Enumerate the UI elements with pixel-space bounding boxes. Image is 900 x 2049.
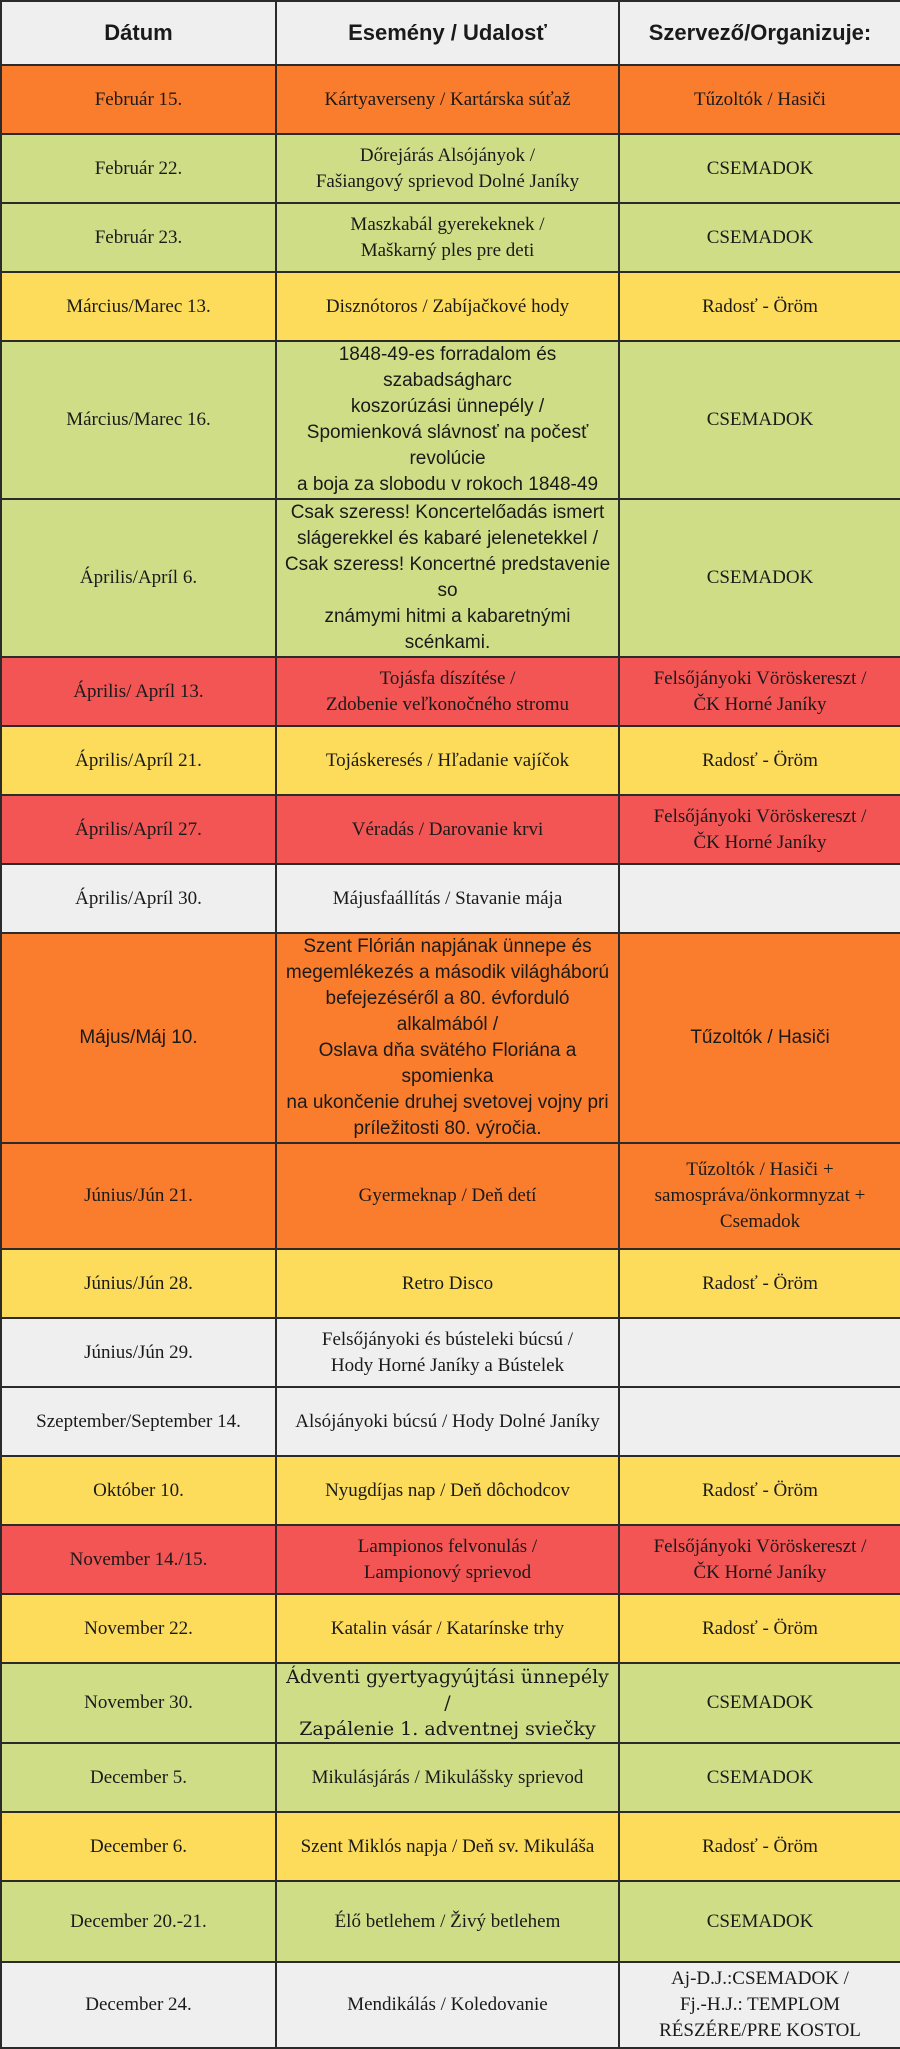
organizer-cell: CSEMADOK <box>619 341 900 499</box>
date-cell: Április/Apríl 30. <box>1 864 276 933</box>
event-cell: Ádventi gyertyagyújtási ünnepély / Zapálenie 1. adventnej sviečky <box>276 1663 619 1743</box>
organizer-column-header: Szervező/Organizuje: <box>619 1 900 65</box>
date-cell: November 14./15. <box>1 1525 276 1594</box>
table-row <box>1 1387 900 1456</box>
table-row <box>1 1962 900 2048</box>
table-row <box>1 1143 900 1249</box>
event-cell: Felsőjányoki és bústeleki búcsú / Hody Horné Janíky a Bústelek <box>276 1318 619 1387</box>
event-cell: Nyugdíjas nap / Deň dôchodcov <box>276 1456 619 1525</box>
event-cell: Májusfaállítás / Stavanie mája <box>276 864 619 933</box>
date-cell: December 20.-21. <box>1 1881 276 1962</box>
organizer-cell: Tűzoltók / Hasiči + samospráva/önkormnyzat + Csemadok <box>619 1143 900 1249</box>
date-cell: Június/Jún 29. <box>1 1318 276 1387</box>
event-cell: Tojáskeresés / Hľadanie vajíčok <box>276 726 619 795</box>
organizer-cell: CSEMADOK <box>619 134 900 203</box>
event-cell: Alsójányoki búcsú / Hody Dolné Janíky <box>276 1387 619 1456</box>
organizer-cell: Radosť - Öröm <box>619 272 900 341</box>
event-cell: Tojásfa díszítése / Zdobenie veľkonočného stromu <box>276 657 619 726</box>
date-cell: December 6. <box>1 1812 276 1881</box>
table-row <box>1 795 900 864</box>
date-cell: Május/Máj 10. <box>1 933 276 1143</box>
date-cell: Március/Marec 16. <box>1 341 276 499</box>
organizer-cell: Tűzoltók / Hasiči <box>619 933 900 1143</box>
date-cell: Április/Apríl 21. <box>1 726 276 795</box>
event-cell: Véradás / Darovanie krvi <box>276 795 619 864</box>
table-row <box>1 203 900 272</box>
table-row <box>1 65 900 134</box>
date-cell: Február 23. <box>1 203 276 272</box>
table-row <box>1 726 900 795</box>
table-row <box>1 499 900 657</box>
event-cell: Maszkabál gyerekeknek / Maškarný ples pre deti <box>276 203 619 272</box>
organizer-cell: Radosť - Öröm <box>619 1249 900 1318</box>
organizer-cell: CSEMADOK <box>619 203 900 272</box>
date-cell: November 22. <box>1 1594 276 1663</box>
date-cell: Március/Marec 13. <box>1 272 276 341</box>
table-row <box>1 1881 900 1962</box>
table-row <box>1 1743 900 1812</box>
table-row <box>1 1525 900 1594</box>
table-row <box>1 134 900 203</box>
event-cell: 1848-49-es forradalom és szabadságharc koszorúzási ünnepély / Spomienková slávnosť na počesť revolúcie a boja za slobodu v rokoch 1848-49 <box>276 341 619 499</box>
header-row <box>1 1 900 65</box>
date-cell: Április/Apríl 27. <box>1 795 276 864</box>
event-cell: Szent Miklós napja / Deň sv. Mikuláša <box>276 1812 619 1881</box>
date-cell: Február 15. <box>1 65 276 134</box>
date-cell: December 24. <box>1 1962 276 2048</box>
date-column-header: Dátum <box>1 1 276 65</box>
event-cell: Disznótoros / Zabíjačkové hody <box>276 272 619 341</box>
event-cell: Lampionos felvonulás / Lampionový sprievod <box>276 1525 619 1594</box>
table-row <box>1 341 900 499</box>
date-cell: Június/Jún 21. <box>1 1143 276 1249</box>
event-cell: Kártyaverseny / Kartárska súťaž <box>276 65 619 134</box>
organizer-cell: Tűzoltók / Hasiči <box>619 65 900 134</box>
table-row <box>1 1249 900 1318</box>
event-cell: Szent Flórián napjának ünnepe és megemlékezés a második világháború befejezéséről a 80. évforduló alkalmából / Oslava dňa svätého Floriána a spomienka na ukončenie druhej svetovej vojny pri príležitosti 80. výročia. <box>276 933 619 1143</box>
table-row <box>1 1594 900 1663</box>
date-cell: Április/ Apríl 13. <box>1 657 276 726</box>
event-cell: Retro Disco <box>276 1249 619 1318</box>
organizer-cell <box>619 1387 900 1456</box>
organizer-cell: Felsőjányoki Vöröskereszt / ČK Horné Janíky <box>619 795 900 864</box>
date-cell: Április/Apríl 6. <box>1 499 276 657</box>
organizer-cell: CSEMADOK <box>619 499 900 657</box>
table-row <box>1 933 900 1143</box>
organizer-cell: Radosť - Öröm <box>619 1594 900 1663</box>
organizer-cell: Radosť - Öröm <box>619 1456 900 1525</box>
organizer-cell: CSEMADOK <box>619 1881 900 1962</box>
table-row <box>1 1456 900 1525</box>
organizer-cell <box>619 864 900 933</box>
table-row <box>1 1812 900 1881</box>
date-cell: Szeptember/September 14. <box>1 1387 276 1456</box>
event-cell: Csak szeress! Koncertelőadás ismert slágerekkel és kabaré jelenetekkel / Csak szeress! Koncertné predstavenie so známymi hitmi a kabaretnými scénkami. <box>276 499 619 657</box>
table-row <box>1 272 900 341</box>
event-column-header: Esemény / Udalosť <box>276 1 619 65</box>
date-cell: Június/Jún 28. <box>1 1249 276 1318</box>
event-cell: Mendikálás / Koledovanie <box>276 1962 619 2048</box>
event-cell: Katalin vásár / Katarínske trhy <box>276 1594 619 1663</box>
date-cell: Október 10. <box>1 1456 276 1525</box>
date-cell: Február 22. <box>1 134 276 203</box>
organizer-cell: CSEMADOK <box>619 1663 900 1743</box>
organizer-cell: Felsőjányoki Vöröskereszt / ČK Horné Janíky <box>619 657 900 726</box>
table-row <box>1 1318 900 1387</box>
event-cell: Élő betlehem / Živý betlehem <box>276 1881 619 1962</box>
organizer-cell: Aj-D.J.:CSEMADOK / Fj.-H.J.: TEMPLOM RÉSZÉRE/PRE KOSTOL <box>619 1962 900 2048</box>
organizer-cell: CSEMADOK <box>619 1743 900 1812</box>
date-cell: November 30. <box>1 1663 276 1743</box>
organizer-cell: Felsőjányoki Vöröskereszt / ČK Horné Janíky <box>619 1525 900 1594</box>
event-cell: Mikulásjárás / Mikulášsky sprievod <box>276 1743 619 1812</box>
table-row <box>1 864 900 933</box>
organizer-cell: Radosť - Öröm <box>619 726 900 795</box>
organizer-cell <box>619 1318 900 1387</box>
event-cell: Gyermeknap / Deň detí <box>276 1143 619 1249</box>
date-cell: December 5. <box>1 1743 276 1812</box>
organizer-cell: Radosť - Öröm <box>619 1812 900 1881</box>
table-row <box>1 657 900 726</box>
event-cell: Dőrejárás Alsójányok / Fašiangový sprievod Dolné Janíky <box>276 134 619 203</box>
table-row <box>1 1663 900 1743</box>
